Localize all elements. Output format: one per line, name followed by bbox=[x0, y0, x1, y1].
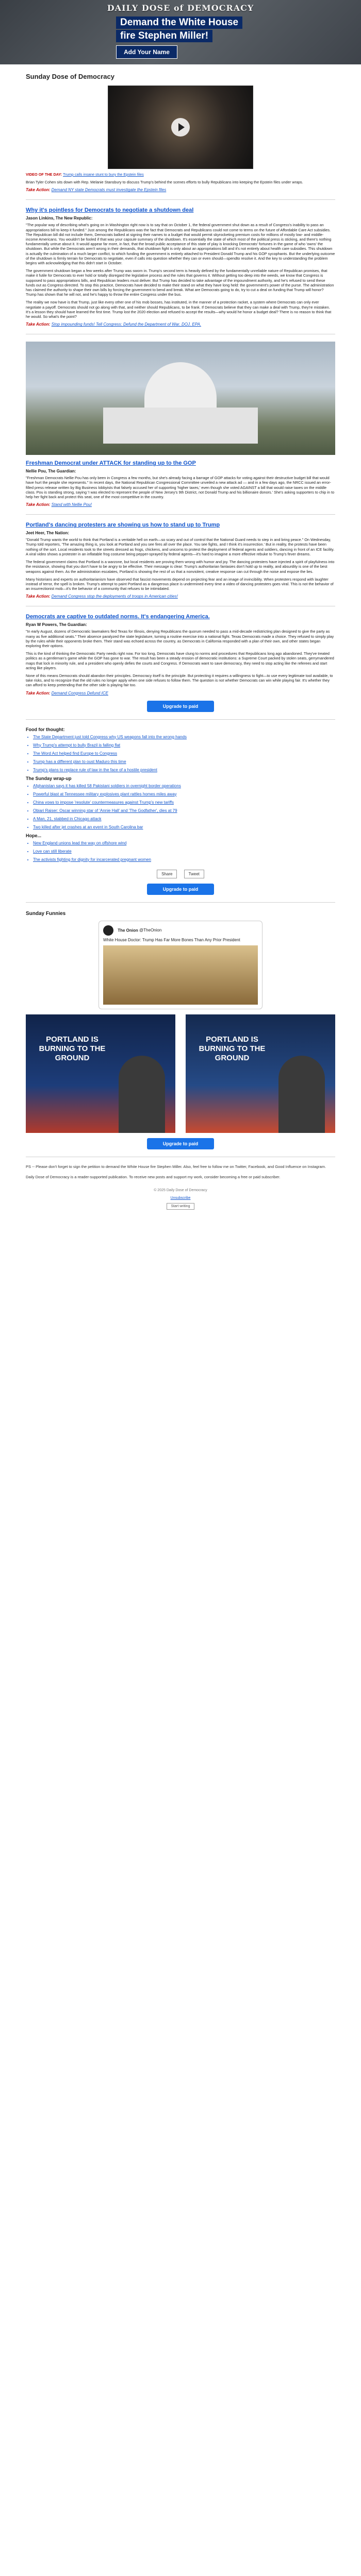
story-2-title[interactable]: Freshman Democrat under ATTACK for standing up to the GOP bbox=[26, 460, 196, 467]
take-action-link[interactable]: Demand Congress Defund ICE bbox=[51, 690, 108, 696]
story-3-take-action bbox=[26, 594, 335, 599]
embedded-tweet[interactable] bbox=[99, 921, 262, 1009]
take-action-label: Take Action: bbox=[26, 690, 51, 696]
story-3-paragraph: Many historians and experts on authoritarianism have observed that fascist movements depend on projecting fear and an image of invincibility. When protesters respond with laughter instead of terror, the spell is broken. Trump's attempt to paint Portland as a dangerous place is undermined every time a video of dancing protesters goes viral. This is not the behavior of an insurrectionist mob—it's the behavior of a community that refuses to be intimidated. bbox=[26, 577, 334, 591]
story-3-title[interactable]: Portland's dancing protesters are showing us how to stand up to Trump bbox=[26, 522, 220, 529]
list-item[interactable]: • Powerful blast at Tennessee military explosives plant rattles homes miles away bbox=[33, 791, 335, 797]
capitol-dome bbox=[144, 362, 217, 409]
story-1-paragraph: The government shutdown began a few weeks after Trump was sworn in. Trump's second term is heavily defined by the fundamentally unreliable nature of Republican promises, that make it futile for Democrats to ever hold or totally disregard the legislative process and the rules that governs it. Without getting too deep into the weeds, we know that Congress is supposed to pass appropriations bills, and Republican leaders must deliver. But Trump has decided to take advantage of the impoundment authority, and he's refused to send these funds out as Congress directed. To stop this practice, Democrats have decided to make their stand on what they have long held: the government's power of the purse. The administration has claimed the authority to shape their own bills by forcing the government to bend and break. What are Democrats going to do, try to cut a deal on funding that Trump will honor? Trump has shown that he will not, and he's happy to throw the entire Congress under the bus. bbox=[26, 268, 334, 297]
story-3-paragraph: The federal government claims that Portland is a warzone, but local residents are proving them wrong with humor and joy. The dancing protesters have injected a spirit of playfulness into the resistance, showing that you don't have to be angry to be effective. Their message is clear: Trump's authoritarian fantasies don't hold up to reality, and absurdity is one of the best weapons against them. As the administration escalates, Portland is showing the rest of us that a nonviolent, creative response can cut through the noise and expose the lies. bbox=[26, 560, 335, 574]
story-4-byline: Ryan W Powers, The Guardian: bbox=[26, 622, 87, 628]
story-2-take-action bbox=[26, 502, 335, 507]
story-2-byline: Nellie Pou, The Guardian: bbox=[26, 469, 76, 474]
story-4-paragraph: None of this means Democrats should abandon their principles. Democracy itself is the principle. But protecting it requires a willingness to fight—to use every legitimate tool available, to take risks, and to recognize that the old rules no longer apply when one side refuses to follow them. The question is not whether Democrats can win while playing fair. It's whether they can afford to keep pretending that the other side is playing fair too. bbox=[26, 673, 333, 688]
story-1-byline: Jason Linkins, The New Republic: bbox=[26, 216, 93, 221]
tweet-text: White House Doctor: Trump Has Far More Bones Than Any Prior President bbox=[103, 937, 240, 942]
masthead-logo: DAILY DOSE of DEMOCRACY bbox=[107, 3, 254, 13]
tweet-handle: @TheOnion bbox=[139, 927, 162, 933]
newsletter-body bbox=[26, 73, 335, 1213]
list-item[interactable]: • Afghanistan says it has killed 58 Pakistani soldiers in overnight border operations bbox=[33, 783, 335, 789]
funnies-heading: Sunday Funnies bbox=[26, 910, 66, 917]
list-item[interactable]: • Trump has a different plan to oust Maduro this time bbox=[33, 759, 335, 765]
unsubscribe-link[interactable]: Unsubscribe bbox=[170, 1196, 191, 1200]
list-item[interactable]: • New England unions lead the way on offshore wind bbox=[33, 840, 335, 846]
share-button[interactable]: Share bbox=[157, 870, 177, 878]
food-for-thought-heading: Food for thought: bbox=[26, 726, 65, 732]
masthead bbox=[0, 0, 361, 64]
divider bbox=[26, 199, 335, 200]
capitol-photo bbox=[26, 342, 335, 455]
list-item[interactable]: • The State Department just told Congress why US weapons fall into the wrong hands bbox=[33, 734, 335, 740]
video-label: VIDEO OF THE DAY: bbox=[26, 172, 62, 177]
take-action-label: Take Action: bbox=[26, 594, 51, 599]
copyright: © 2025 Daily Dose of Democracy bbox=[154, 1188, 207, 1192]
tweet-button[interactable]: Tweet bbox=[184, 870, 204, 878]
take-action-link[interactable]: Demand Congress stop the deployments of troops in American cities! bbox=[51, 594, 178, 599]
petition-line-1: Demand the White House bbox=[116, 16, 242, 29]
take-action-link[interactable]: Stand with Nellie Pou! bbox=[51, 502, 92, 507]
upgrade-to-paid-button[interactable]: Upgrade to paid bbox=[147, 884, 214, 895]
video-caption bbox=[26, 172, 335, 177]
list-item[interactable]: • Love can still liberate bbox=[33, 849, 335, 854]
story-4-title[interactable]: Democrats are captive to outdated norms. It's endangering America. bbox=[26, 614, 210, 620]
play-icon[interactable] bbox=[171, 118, 190, 137]
upgrade-to-paid-button[interactable]: Upgrade to paid bbox=[147, 1138, 214, 1149]
good-news-list bbox=[26, 840, 335, 862]
list-item[interactable]: • Two killed after jet crashes at an event in South Carolina bar bbox=[33, 824, 335, 830]
list-item[interactable]: • Obiari Raiser: Oscar winning star of 'Annie Hall' and 'The Godfather', dies at 79 bbox=[33, 808, 335, 814]
cartoon-caption: PORTLAND IS BURNING TO THE GROUND bbox=[199, 1035, 266, 1062]
list-item[interactable]: • Trump's plans to replace rule of law in the face of a hostile president bbox=[33, 767, 335, 773]
cartoon-caption: PORTLAND IS BURNING TO THE GROUND bbox=[39, 1035, 106, 1062]
take-action-label: Take Action: bbox=[26, 188, 51, 193]
petition-banner[interactable] bbox=[116, 15, 245, 57]
take-action-label: Take Action: bbox=[26, 322, 51, 327]
food-for-thought-list bbox=[26, 734, 335, 773]
video-take-action bbox=[26, 188, 335, 192]
story-1-title[interactable]: Why it's pointless for Democrats to negotiate a shutdown deal bbox=[26, 207, 194, 214]
take-action-label: Take Action: bbox=[26, 502, 51, 507]
list-item[interactable]: • The Word Act helped find Europe to Congress bbox=[33, 751, 335, 756]
story-1-paragraph: "The popular way of describing what's going on in Washington right now is to say that on October 1, the federal government shut down as a result of Congress's inability to pass an appropriations bill to keep it funded." Just among the Republicans was the fact that Democrats and Republicans could not come to terms on the future of Affordable Care Act subsidies. The Republican bill did not include them, Democrats balked at signing their names to a budget that would permit skyrocketing premium costs for millions of mostly low- and middle-income Americans. You wouldn't be fooled if that was your capsule summary of the shutdown. It's essentially the state of which most of the political press is sticking, and there's nothing fundamentally untrue about it. It would appear far more, in fact, that the broad public acceptance of this state of play is knocking Democrats' fortunes in the game of who 'owns' the shutdown. But while the Democrats aren't wrong in their demands, that shutdown fight is only about an appropriations bill and it's not entirely about health care subsidies. This shutdown is actually the culmination of a much larger conflict, to which funding the government is entirely attached to President Donald Trump and his GOP sycophants. But the underlying outcome of the shutdown is firmly terrain for Democrats to negotiate, even if calls into question whether they can or even should—spendto resolve it. And the key to understanding the problem begins with acknowledging that this didn't start in October. bbox=[26, 223, 335, 266]
story-4-paragraph: "In early August, dozens of Democratic lawmakers fled Texas for Illinois, denying Republicans the quorum needed to pass a mid-decade redistricting plan designed to give the party as many as five additional seats." Their absence paralyzed the state legislature, turning a routine exercise into a national fight. Texas Democrats made a choice. They refused to simply play by the rules while their opponents broke them. Their stand was echoed across the country, as Democrats in California responded with a plan of their own, and other states began exploring their options. bbox=[26, 629, 334, 648]
story-1-take-action bbox=[26, 322, 335, 327]
video-description: Brian Tyler Cohen sits down with Rep. Melanie Stansbury to discuss Trump's behind the scenes efforts to bully Republicans into keeping the Epstein files under wraps. bbox=[26, 180, 303, 185]
ps-text: PS -- Please don't forget to sign the petition to demand the White House fire Stephen Miller. Also, feel free to follow me on Twitter, Facebook, and Good Influence on Instagram. bbox=[26, 1164, 326, 1169]
divider bbox=[26, 719, 335, 720]
section-title: Sunday Dose of Democracy bbox=[26, 73, 114, 80]
support-text: Daily Dose of Democracy is a reader-supported publication. To receive new posts and support my work, consider becoming a free or paid subscriber. bbox=[26, 1174, 281, 1179]
list-item[interactable]: • A Man, 21, stabbed in Chicago attack bbox=[33, 816, 335, 822]
cartoon-figure bbox=[119, 1056, 165, 1133]
video-title-link[interactable]: Trump calls insane stunt to bury the Epstein files bbox=[63, 172, 144, 177]
avatar bbox=[103, 925, 113, 936]
story-3-paragraph: "Donald Trump wants the world to think that Portland is a veritable hell on earth—so scary and out of control that the National Guard needs to step in and bring peace." On Wednesday, Trump told reporters, 'The amazing thing is, you look at Portland and you see fires all over the place. You see fights, and I think it's insurrection.' But in reality, the protests have been nothing of the sort. Local residents took to the streets dressed as frogs, chickens, and unicorns to protest the deployment of federal agents and soldiers, dancing in front of an ICE facility. A viral video shows a protester in an inflatable frog costume being pepper-sprayed by federal agents—it's hard to imagine a more effective rebuke to Trump's fever dreams. bbox=[26, 537, 335, 556]
divider bbox=[26, 902, 335, 903]
petition-line-2: fire Stephen Miller! bbox=[116, 30, 212, 42]
take-action-link[interactable]: Stop impounding funds! Tell Congress: Defund the Department of War. DOJ. EPA. bbox=[51, 322, 202, 327]
story-4-paragraph: This is the kind of thinking the Democratic Party needs right now. For too long, Democrats have clung to norms and procedures that Republicans long ago abandoned. They've treated politics as a gentleman's game while the GOP has gone to war. The result has been a steady erosion of democratic institutions: a Supreme Court packed by stolen seats, gerrymandered maps that lock in minority rule, and a president who openly defies the courts and Congress. If Democrats want to save democracy, they need to stop acting like the referees and start acting like players. bbox=[26, 651, 334, 670]
good-news-heading: Hope... bbox=[26, 833, 42, 838]
list-item[interactable]: • The activists fighting for dignity for incarcerated pregnant women bbox=[33, 857, 335, 862]
tweet-author: The Onion bbox=[118, 928, 138, 933]
list-item[interactable]: • China vows to impose 'resolute' countermeasures against Trump's new tariffs bbox=[33, 800, 335, 805]
capitol-base bbox=[103, 408, 258, 444]
take-action-link[interactable]: Demand NY state Democrats must investigate the Epstein files bbox=[51, 188, 167, 193]
footer-links bbox=[26, 1196, 335, 1213]
cartoon-row bbox=[26, 1014, 335, 1133]
story-4-take-action bbox=[26, 691, 335, 696]
story-1-paragraph: The reality we now have is that Trump, just like every other one of his mob bosses, has instituted, in the manner of a protection racket, a system where Democrats can only ever negotiate a payoff. Democrats should not go along with that, and neither should Republicans, to be frank. If Democrats believe that they can make a deal with Trump, they're mistaken. It's a lesson they should have learned the first time. Trump lost the 2020 election and refused to accept the results—why would he honor a budget deal? There is no reason to think that he would. So what's the point? bbox=[26, 300, 332, 319]
cartoon-image bbox=[186, 1014, 335, 1133]
cartoon-image bbox=[26, 1014, 175, 1133]
divider bbox=[26, 514, 335, 515]
share-row bbox=[26, 868, 335, 878]
cartoon-figure bbox=[278, 1056, 325, 1133]
video-thumbnail[interactable] bbox=[108, 86, 253, 169]
upgrade-to-paid-button[interactable]: Upgrade to paid bbox=[147, 701, 214, 712]
add-your-name-button[interactable]: Add Your Name bbox=[116, 45, 177, 59]
tweet-image bbox=[103, 945, 258, 1005]
sunday-wrap-heading: The Sunday wrap-up bbox=[26, 775, 72, 781]
start-writing-button[interactable]: Start writing bbox=[167, 1203, 195, 1210]
story-2-paragraph: "Freshman Democrats Nellie Pou has only been in Congress a few months, but she's already facing a barrage of GOP attacks for voting against their destructive budget bill that would have hurt the people she represents." In recent days, the National Republican Congressional Committee unveiled a new attack ad — and in a few days ago, the NRCC issued an error-filled press release written by Big Business lobbyists that falsely accused her of supporting 'higher taxes,' even though she voted AGAINST a bill that would raise taxes on the middle class. Pou is standing strong, saying 'I was elected to represent the people of New Jersey's 9th District, not Donald Trump and his billionaire donors.' She's asking supporters to chip in to help her fight back and protect this seat, one of the most competitive in the country. bbox=[26, 476, 335, 500]
list-item[interactable]: • Why Trump's attempt to bully Brazil is falling flat bbox=[33, 742, 335, 748]
sunday-wrap-list bbox=[26, 783, 335, 830]
story-3-byline: Jeet Heer, The Nation: bbox=[26, 531, 70, 536]
